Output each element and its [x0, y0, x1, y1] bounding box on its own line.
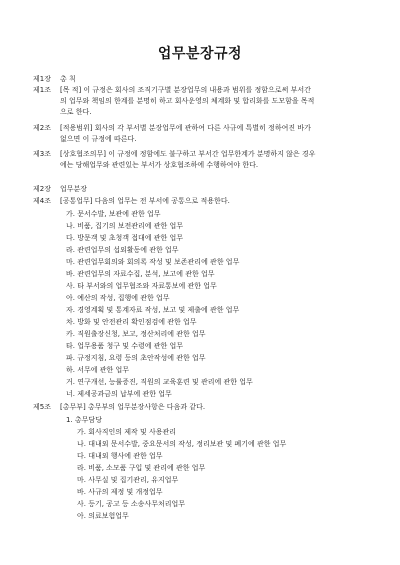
article-4-item: 너. 제세공과금의 납부에 관한 업무: [66, 390, 172, 398]
article-3-continuation: 에는 당해업무와 관련있는 부서가 상호협조하에 수행하여야 한다.: [60, 161, 259, 169]
chapter-1-heading: [33, 75, 76, 84]
chapter-2-heading: [33, 185, 87, 194]
article-5-item: 마. 사무실 및 집기관리, 유지업무: [77, 476, 179, 484]
article-4-item: 아. 예산의 작성, 집행에 관한 업무: [66, 294, 170, 302]
article-3: [33, 150, 315, 159]
article-4-item: 하. 서무에 관한 업무: [66, 366, 129, 374]
article-5-item: 바. 사규의 제정 및 개정업무: [77, 488, 163, 496]
article-5-item: 아. 의료보험업무: [77, 512, 129, 520]
article-4-item: 자. 경영계획 및 통계자료 작성, 보고 및 제출에 관한 업무: [66, 306, 240, 314]
article-1: [33, 86, 311, 95]
article-4-item: 차. 방화 및 안전관리 확인점검에 관한 업무: [66, 318, 197, 326]
chapter-1-title: 총 칙: [60, 75, 76, 83]
article-5-text: [총무부] 총무부의 업무분장사항은 다음과 같다.: [60, 403, 206, 411]
article-4-item: 나. 비품, 집기의 보전관리에 관한 업무: [66, 222, 184, 230]
article-1-continuation: 으로 한다.: [60, 108, 92, 116]
article-2: [33, 124, 311, 133]
article-5: [33, 403, 205, 412]
article-4-item: 가. 문서수발, 보관에 관한 업무: [66, 210, 161, 218]
article-4: [33, 197, 230, 206]
article-4-item: 바. 관련업무의 자료수집, 분석, 보고에 관한 업무: [66, 270, 215, 278]
article-4-label: 제4조: [33, 197, 51, 205]
article-3-text: [상호협조의무] 이 규정에 정함에도 불구하고 부서간 업무한계가 분명하지 않은 경우: [60, 150, 316, 158]
article-4-item: 사. 타 부서와의 업무협조와 자료통보에 관한 업무: [66, 282, 217, 290]
article-5-item: 사. 등기, 공고 등 소송사무처리업무: [77, 500, 186, 508]
document-title: 업무분장규정: [157, 46, 243, 62]
article-5-item: 가. 회사직인의 제작 및 사용관리: [77, 428, 177, 436]
article-5-subsection: 1. 총무담당: [66, 416, 102, 424]
article-1-continuation: 의 업무와 책임의 한계를 분명히 하고 회사운영의 체계화 및 합리화를 도모함을 목적: [60, 97, 315, 105]
article-4-item: 파. 규정지침, 요령 등의 초안작성에 관한 업무: [66, 354, 206, 362]
article-2-text: [적용범위] 회사의 각 부서별 분장업무에 관하여 다른 사규에 특별히 정하여진 바가: [60, 124, 311, 132]
article-1-label: 제1조: [33, 86, 51, 94]
article-4-item: 마. 관련업무회의와 회의록 작성 및 보존관리에 관한 업무: [66, 258, 240, 266]
article-4-item: 거. 연구개선, 능률증진, 직원의 교육훈련 및 관리에 관한 업무: [66, 378, 253, 386]
article-4-item: 타. 업무용품 청구 및 수령에 관한 업무: [66, 342, 184, 350]
chapter-2-title: 업무분장: [60, 185, 88, 193]
article-5-item: 나. 대내외 문서수발, 중요문서의 작성, 정리보관 및 폐기에 관한 업무: [77, 440, 287, 448]
article-4-item: 라. 관련업무의 섭외활동에 관한 업무: [66, 246, 179, 254]
chapter-1-label: 제1장: [33, 75, 51, 83]
article-1-text: [목 적] 이 규정은 회사의 조직기구별 분장업무의 내용과 범위를 정함으로써 부서간: [60, 86, 311, 94]
article-3-label: 제3조: [33, 150, 51, 158]
chapter-2-label: 제2장: [33, 185, 51, 193]
article-2-label: 제2조: [33, 124, 51, 132]
article-5-item: 라. 비품, 소모품 구입 및 관리에 관한 업무: [77, 464, 206, 472]
article-5-label: 제5조: [33, 403, 51, 411]
article-4-text: [공통업무] 다음의 업무는 전 부서에 공통으로 적용한다.: [60, 197, 230, 205]
article-4-item: 다. 방문객 및 초청객 접대에 관한 업무: [66, 234, 184, 242]
article-2-continuation: 없으면 이 규정에 따른다.: [60, 135, 137, 143]
article-5-item: 다. 대내외 행사에 관한 업무: [77, 452, 163, 460]
article-4-item: 카. 직원출장신청, 보고, 정산처리에 관한 업무: [66, 330, 206, 338]
